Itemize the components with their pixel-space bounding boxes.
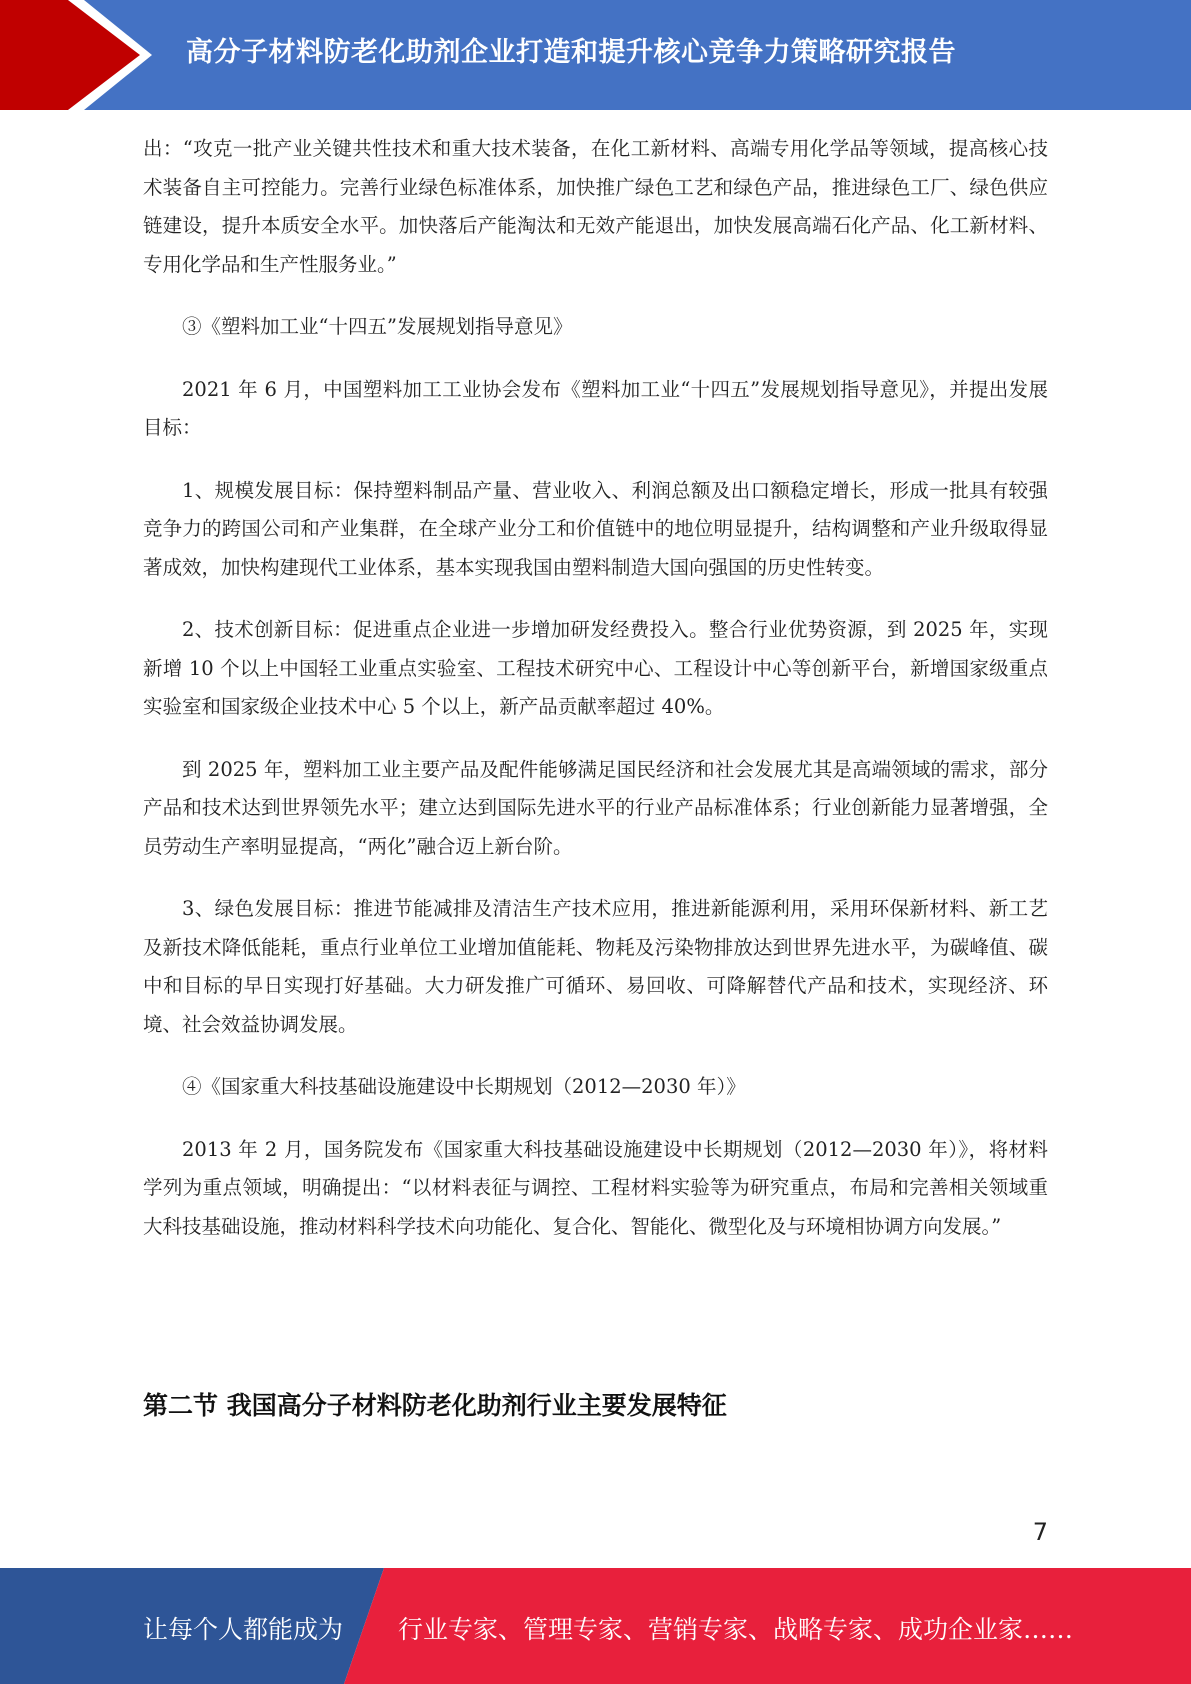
paragraph-scale-goal: 1、规模发展目标：保持塑料制品产量、营业收入、利润总额及出口额稳定增长，形成一批具有较强竞争力的跨国公司和产业集群，在全球产业分工和价值链中的地位明显提升，结构调整和产业升级取得显著成效，加快构建现代工业体系，基本实现我国由塑料制造大国向强国的历史性转变。 <box>143 478 1048 579</box>
policy-title-infrastructure: ④《国家重大科技基础设施建设中长期规划（2012—2030 年）》 <box>182 1075 746 1098</box>
body-content <box>143 130 1048 1270</box>
section-heading: 第二节 我国高分子材料防老化助剂行业主要发展特征 <box>143 1391 727 1420</box>
paragraph-continuation: 出：“攻克一批产业关键共性技术和重大技术装备，在化工新材料、高端专用化学品等领域，提高核心技术装备自主可控能力。完善行业绿色标准体系，加快推广绿色工艺和绿色产品，推进绿色工厂、绿色供应链建设，提升本质安全水平。加快落后产能淘汰和无效产能退出，加快发展高端石化产品、化工新材料、专用化学品和生产性服务业。” <box>143 137 1048 276</box>
page-footer <box>0 1568 1191 1684</box>
paragraph-infrastructure: 2013 年 2 月，国务院发布《国家重大科技基础设施建设中长期规划（2012—2030 年）》，将材料学列为重点领域，明确提出：“以材料表征与调控、工程材料实验等为研究重点，布局和完善相关领域重大科技基础设施，推动材料科学技术向功能化、复合化、智能化、微型化及与环境相协调方向发展。” <box>143 1137 1048 1238</box>
paragraph-plastics-intro: 2021 年 6 月，中国塑料加工工业协会发布《塑料加工业“十四五”发展规划指导意见》，并提出发展目标： <box>143 377 1048 439</box>
paragraph-green-goal: 3、绿色发展目标：推进节能减排及清洁生产技术应用，推进新能源利用，采用环保新材料、新工艺及新技术降低能耗，重点行业单位工业增加值能耗、物耗及污染物排放达到世界先进水平，为碳峰值、碳中和目标的早日实现打好基础。大力研发推广可循环、易回收、可降解替代产品和技术，实现经济、环境、社会效益协调发展。 <box>143 897 1048 1036</box>
header-red-arrow <box>0 0 148 110</box>
report-title: 高分子材料防老化助剂企业打造和提升核心竞争力策略研究报告 <box>186 37 956 68</box>
paragraph-innovation-goal: 2、技术创新目标：促进重点企业进一步增加研发经费投入。整合行业优势资源，到 2025 年，实现新增 10 个以上中国轻工业重点实验室、工程技术研究中心、工程设计中心等创新平台，新增国家级重点实验室和国家级企业技术中心 5 个以上，新产品贡献率超过 40%。 <box>143 618 1048 718</box>
page-number: 7 <box>1032 1518 1048 1546</box>
footer-slogan-right: 行业专家、管理专家、营销专家、战略专家、成功企业家…… <box>398 1615 1074 1644</box>
policy-title-plastics: ③《塑料加工业“十四五”发展规划指导意见》 <box>182 315 573 338</box>
footer-slogan-left: 让每个人都能成为 <box>143 1615 344 1644</box>
paragraph-2025-goal: 到 2025 年，塑料加工业主要产品及配件能够满足国民经济和社会发展尤其是高端领域的需求，部分产品和技术达到世界领先水平；建立达到国际先进水平的行业产品标准体系；行业创新能力显著增强，全员劳动生产率明显提高，“两化”融合迈上新台阶。 <box>143 757 1048 858</box>
page-header <box>0 0 1191 110</box>
